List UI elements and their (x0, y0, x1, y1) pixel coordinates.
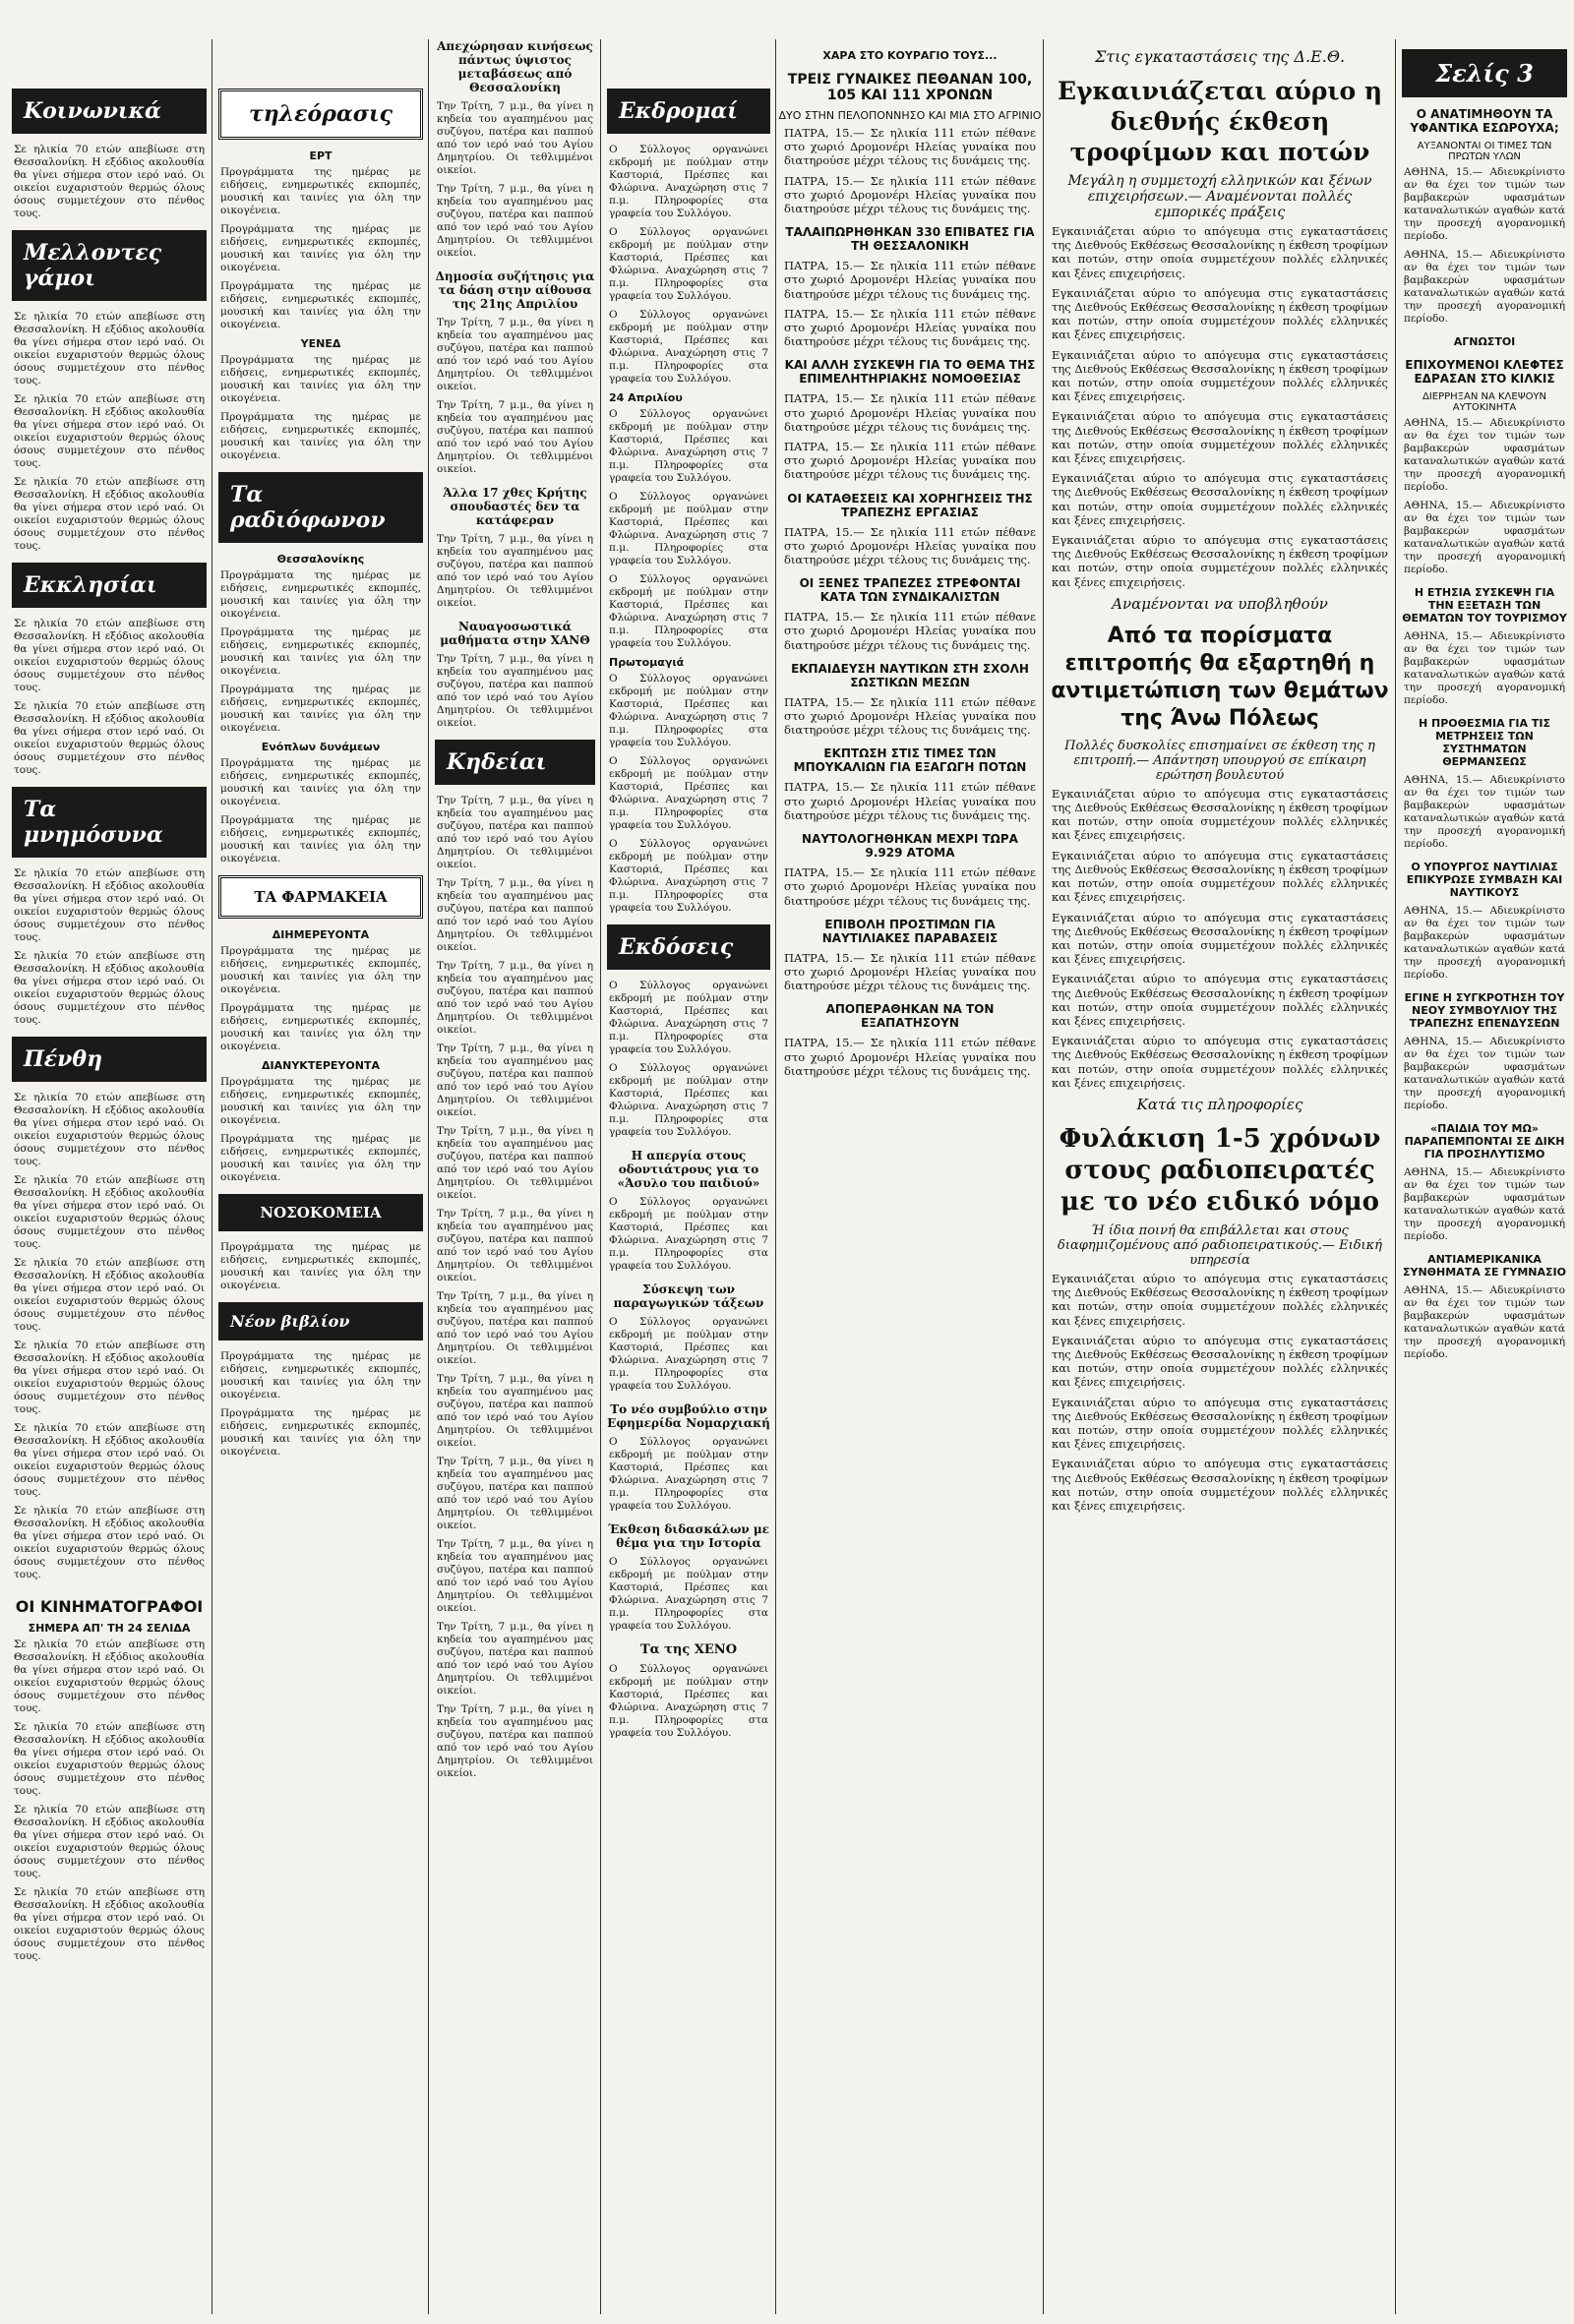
text: Προγράμματα της ημέρας με ειδήσεις, ενημερωτικές εκπομπές, μουσική και ταινίες για όλη την οικογένεια. (220, 411, 421, 461)
text: ΠΑΤΡΑ, 15.— Σε ηλικία 111 ετών πέθανε στο χωριό Δρομονέρι Ηλείας γυναίκα που διατηρούσε μέχρι τέλους τις δυνάμεις της. (784, 306, 1036, 349)
text: Την Τρίτη, 7 μ.μ., θα γίνει η κηδεία του αγαπημένου μας συζύγου, πατέρα και παππού από τον ιερό ναό του Αγίου Δημητρίου. Οι τεθλιμμένοι οικείοι. (437, 533, 593, 609)
text: Σε ηλικία 70 ετών απεβίωσε στη Θεσσαλονίκη. Η εξόδιος ακολουθία θα γίνει σήμερα στον ιερό ναό. Οι οικείοι ευχαριστούν θερμώς όλους όσους συμμετέχουν στο πένθος τους. (14, 950, 205, 1026)
text: Εγκαινιάζεται αύριο το απόγευμα στις εγκαταστάσεις της Διεθνούς Εκθέσεως Θεσσαλονίκης η έκθεση τροφίμων και ποτών, στην οποία συμμετέχουν πολλές ελληνικές και ξένες επιχειρήσεις. (1052, 409, 1388, 466)
subheading: ΣΗΜΕΡΑ ΑΠ' ΤΗ 24 ΣΕΛΙΔΑ (28, 1622, 191, 1635)
text: ΑΘΗΝΑ, 15.— Αδιευκρίνιστο αν θα έχει τον τιμών των βαμβακερών υφασμάτων καταναλωτικών αγαθών κατά την προσεχή αγορανομική περίοδο. (1404, 1036, 1565, 1111)
text: ΠΑΤΡΑ, 15.— Σε ηλικία 111 ετών πέθανε στο χωριό Δρομονέρι Ηλείας γυναίκα που διατηρούσε μέχρι τέλους τις δυνάμεις της. (784, 391, 1036, 434)
text: Εγκαινιάζεται αύριο το απόγευμα στις εγκαταστάσεις της Διεθνούς Εκθέσεως Θεσσαλονίκης η έκθεση τροφίμων και ποτών, στην οποία συμμετέχουν πολλές ελληνικές και ξένες επιχειρήσεις. (1052, 533, 1388, 589)
headline: Εγκαινιάζεται αύριο η διεθνής έκθεση τροφίμων και ποτών (1057, 77, 1383, 166)
text: Την Τρίτη, 7 μ.μ., θα γίνει η κηδεία του αγαπημένου μας συζύγου, πατέρα και παππού από τον ιερό ναό του Αγίου Δημητρίου. Οι τεθλιμμένοι οικείοι. (437, 1621, 593, 1697)
text: Ο Σύλλογος οργανώνει εκδρομή με πούλμαν στην Καστοριά, Πρέσπες και Φλώρινα. Αναχώρηση στις 7 π.μ. Πληροφορίες στα γραφεία του Συλλόγου. (609, 1316, 768, 1392)
text: Εγκαινιάζεται αύριο το απόγευμα στις εγκαταστάσεις της Διεθνούς Εκθέσεως Θεσσαλονίκης η έκθεση τροφίμων και ποτών, στην οποία συμμετέχουν πολλές ελληνικές και ξένες επιχειρήσεις. (1052, 224, 1388, 280)
subheading: ΔΥΟ ΣΤΗΝ ΠΕΛΟΠΟΝΝΗΣΟ ΚΑΙ ΜΙΑ ΣΤΟ ΑΓΡΙΝΙΟ (778, 109, 1042, 122)
headline: Από τα πορίσματα επιτροπής θα εξαρτηθή η αντιμετώπιση των θεμάτων της Άνω Πόλεως (1051, 623, 1389, 731)
text: Σε ηλικία 70 ετών απεβίωσε στη Θεσσαλονίκη. Η εξόδιος ακολουθία θα γίνει σήμερα στον ιερό ναό. Οι οικείοι ευχαριστούν θερμώς όλους όσους συμμετέχουν στο πένθος τους. (14, 1804, 205, 1879)
section-kideiai: Κηδείαι (435, 740, 595, 785)
column-2 (214, 0, 427, 2324)
text: Την Τρίτη, 7 μ.μ., θα γίνει η κηδεία του αγαπημένου μας συζύγου, πατέρα και παππού από τον ιερό ναό του Αγίου Δημητρίου. Οι τεθλιμμένοι οικείοι. (437, 1208, 593, 1283)
headline: Η ΠΡΟΘΕΣΜΙΑ ΓΙΑ ΤΙΣ ΜΕΤΡΗΣΕΙΣ ΤΩΝ ΣΥΣΤΗΜΑΤΩΝ ΘΕΡΜΑΝΣΕΩΣ (1419, 717, 1550, 768)
text: Την Τρίτη, 7 μ.μ., θα γίνει η κηδεία του αγαπημένου μας συζύγου, πατέρα και παππού από τον ιερό ναό του Αγίου Δημητρίου. Οι τεθλιμμένοι οικείοι. (437, 1125, 593, 1201)
column-3 (431, 0, 599, 2324)
text: ΑΘΗΝΑ, 15.— Αδιευκρίνιστο αν θα έχει τον τιμών των βαμβακερών υφασμάτων καταναλωτικών αγαθών κατά την προσεχή αγορανομική περίοδο. (1404, 630, 1565, 706)
section-gamoi: Μελλοντες γάμοι (12, 230, 207, 301)
text: Προγράμματα της ημέρας με ειδήσεις, ενημερωτικές εκπομπές, μουσική και ταινίες για όλη την οικογένεια. (220, 626, 421, 677)
text: Την Τρίτη, 7 μ.μ., θα γίνει η κηδεία του αγαπημένου μας συζύγου, πατέρα και παππού από τον ιερό ναό του Αγίου Δημητρίου. Οι τεθλιμμένοι οικείοι. (437, 795, 593, 870)
section-ekdromai: Εκδρομαί (607, 89, 770, 134)
text: Εγκαινιάζεται αύριο το απόγευμα στις εγκαταστάσεις της Διεθνούς Εκθέσεως Θεσσαλονίκης η έκθεση τροφίμων και ποτών, στην οποία συμμετέχουν πολλές ελληνικές και ξένες επιχειρήσεις. (1052, 347, 1388, 404)
text: Σε ηλικία 70 ετών απεβίωσε στη Θεσσαλονίκη. Η εξόδιος ακολουθία θα γίνει σήμερα στον ιερό ναό. Οι οικείοι ευχαριστούν θερμώς όλους όσους συμμετέχουν στο πένθος τους. (14, 1257, 205, 1333)
subheading: Θεσσαλονίκης (276, 553, 365, 566)
text: Προγράμματα της ημέρας με ειδήσεις, ενημερωτικές εκπομπές, μουσική και ταινίες για όλη την οικογένεια. (220, 684, 421, 734)
headline: Το νέο συμβούλιο στην Εφημερίδα Νομαρχιακή (607, 1402, 770, 1430)
text: ΑΘΗΝΑ, 15.— Αδιευκρίνιστο αν θα έχει τον τιμών των βαμβακερών υφασμάτων καταναλωτικών αγαθών κατά την προσεχή αγορανομική περίοδο. (1404, 774, 1565, 850)
text: Την Τρίτη, 7 μ.μ., θα γίνει η κηδεία του αγαπημένου μας συζύγου, πατέρα και παππού από τον ιερό ναό του Αγίου Δημητρίου. Οι τεθλιμμένοι οικείοι. (437, 1703, 593, 1779)
subheading: 24 Απριλίου (609, 391, 683, 404)
text: Σε ηλικία 70 ετών απεβίωσε στη Θεσσαλονίκη. Η εξόδιος ακολουθία θα γίνει σήμερα στον ιερό ναό. Οι οικείοι ευχαριστούν θερμώς όλους όσους συμμετέχουν στο πένθος τους. (14, 700, 205, 776)
column-6 (1046, 0, 1394, 2324)
section-hospitals: ΝΟΣΟΚΟΜΕΙΑ (218, 1194, 423, 1231)
text: Προγράμματα της ημέρας με ειδήσεις, ενημερωτικές εκπομπές, μουσική και ταινίες για όλη την οικογένεια. (220, 1076, 421, 1126)
text: Την Τρίτη, 7 μ.μ., θα γίνει η κηδεία του αγαπημένου μας συζύγου, πατέρα και παππού από τον ιερό ναό του Αγίου Δημητρίου. Οι τεθλιμμένοι οικείοι. (437, 1373, 593, 1449)
text: Την Τρίτη, 7 μ.μ., θα γίνει η κηδεία του αγαπημένου μας συζύγου, πατέρα και παππού από τον ιερό ναό του Αγίου Δημητρίου. Οι τεθλιμμένοι οικείοι. (437, 183, 593, 259)
text: Ο Σύλλογος οργανώνει εκδρομή με πούλμαν στην Καστοριά, Πρέσπες και Φλώρινα. Αναχώρηση στις 7 π.μ. Πληροφορίες στα γραφεία του Συλλόγου. (609, 980, 768, 1055)
text: Ο Σύλλογος οργανώνει εκδρομή με πούλμαν στην Καστοριά, Πρέσπες και Φλώρινα. Αναχώρηση στις 7 π.μ. Πληροφορίες στα γραφεία του Συλλόγου. (609, 226, 768, 302)
section-pharmacies: ΤΑ ΦΑΡΜΑΚΕΙΑ (218, 875, 423, 919)
text: ΑΘΗΝΑ, 15.— Αδιευκρίνιστο αν θα έχει τον τιμών των βαμβακερών υφασμάτων καταναλωτικών αγαθών κατά την προσεχή αγορανομική περίοδο. (1404, 417, 1565, 493)
text: Την Τρίτη, 7 μ.μ., θα γίνει η κηδεία του αγαπημένου μας συζύγου, πατέρα και παππού από τον ιερό ναό του Αγίου Δημητρίου. Οι τεθλιμμένοι οικείοι. (437, 1538, 593, 1614)
subheading: ΔΙΗΜΕΡΕΥΟΝΤΑ (272, 928, 370, 941)
kicker: ΧΑΡΑ ΣΤΟ ΚΟΥΡΑΓΙΟ ΤΟΥΣ... (822, 49, 998, 62)
headline: Ναυαγοσωστικά μαθήματα στην ΧΑΝΘ (440, 620, 590, 647)
text: ΠΑΤΡΑ, 15.— Σε ηλικία 111 ετών πέθανε στο χωριό Δρομονέρι Ηλείας γυναίκα που διατηρούσε μέχρι τέλους τις δυνάμεις της. (784, 950, 1036, 993)
headline: ΤΑΛΑΙΠΩΡΗΘΗΚΑΝ 330 ΕΠΙΒΑΤΕΣ ΓΙΑ ΤΗ ΘΕΣΣΑΛΟΝΙΚΗ (785, 225, 1035, 254)
text: Ο Σύλλογος οργανώνει εκδρομή με πούλμαν στην Καστοριά, Πρέσπες και Φλώρινα. Αναχώρηση στις 7 π.μ. Πληροφορίες στα γραφεία του Συλλόγου. (609, 491, 768, 566)
text: Ο Σύλλογος οργανώνει εκδρομή με πούλμαν στην Καστοριά, Πρέσπες και Φλώρινα. Αναχώρηση στις 7 π.μ. Πληροφορίες στα γραφεία του Συλλόγου. (609, 144, 768, 219)
text: Προγράμματα της ημέρας με ειδήσεις, ενημερωτικές εκπομπές, μουσική και ταινίες για όλη την οικογένεια. (220, 1133, 421, 1183)
text: ΠΑΤΡΑ, 15.— Σε ηλικία 111 ετών πέθανε στο χωριό Δρομονέρι Ηλείας γυναίκα που διατηρούσε μέχρι τέλους τις δυνάμεις της. (784, 440, 1036, 482)
text: Σε ηλικία 70 ετών απεβίωσε στη Θεσσαλονίκη. Η εξόδιος ακολουθία θα γίνει σήμερα στον ιερό ναό. Οι οικείοι ευχαριστούν θερμώς όλους όσους συμμετέχουν στο πένθος τους. (14, 393, 205, 469)
text: Ο Σύλλογος οργανώνει εκδρομή με πούλμαν στην Καστοριά, Πρέσπες και Φλώρινα. Αναχώρηση στις 7 π.μ. Πληροφορίες στα γραφεία του Συλλόγου. (609, 1062, 768, 1138)
text: Την Τρίτη, 7 μ.μ., θα γίνει η κηδεία του αγαπημένου μας συζύγου, πατέρα και παππού από τον ιερό ναό του Αγίου Δημητρίου. Οι τεθλιμμένοι οικείοι. (437, 1290, 593, 1366)
text: ΠΑΤΡΑ, 15.— Σε ηλικία 111 ετών πέθανε στο χωριό Δρομονέρι Ηλείας γυναίκα που διατηρούσε μέχρι τέλους τις δυνάμεις της. (784, 1036, 1036, 1078)
headline: ΟΙ ΚΑΤΑΘΕΣΕΙΣ ΚΑΙ ΧΟΡΗΓΗΣΕΙΣ ΤΗΣ ΤΡΑΠΕΖΗΣ ΕΡΓΑΣΙΑΣ (787, 491, 1033, 519)
text: ΠΑΤΡΑ, 15.— Σε ηλικία 111 ετών πέθανε στο χωριό Δρομονέρι Ηλείας γυναίκα που διατηρούσε μέχρι τέλους τις δυνάμεις της. (784, 126, 1036, 168)
text: Την Τρίτη, 7 μ.μ., θα γίνει η κηδεία του αγαπημένου μας συζύγου, πατέρα και παππού από τον ιερό ναό του Αγίου Δημητρίου. Οι τεθλιμμένοι οικείοι. (437, 960, 593, 1036)
text: Σε ηλικία 70 ετών απεβίωσε στη Θεσσαλονίκη. Η εξόδιος ακολουθία θα γίνει σήμερα στον ιερό ναό. Οι οικείοι ευχαριστούν θερμώς όλους όσους συμμετέχουν στο πένθος τους. (14, 1174, 205, 1250)
text: ΑΘΗΝΑ, 15.— Αδιευκρίνιστο αν θα έχει τον τιμών των βαμβακερών υφασμάτων καταναλωτικών αγαθών κατά την προσεχή αγορανομική περίοδο. (1404, 905, 1565, 981)
headline: ΑΠΟΠΕΡΑΘΗΚΑΝ ΝΑ ΤΟΝ ΕΞΑΠΑΤΗΣΟΥΝ (825, 1002, 995, 1031)
headline: Φυλάκιση 1-5 χρόνων στους ραδιοπειρατές με το νέο ειδικό νόμο (1059, 1123, 1381, 1217)
heading: ΟΙ ΚΙΝΗΜΑΤΟΓΡΑΦΟΙ (15, 1597, 204, 1616)
text: Την Τρίτη, 7 μ.μ., θα γίνει η κηδεία του αγαπημένου μας συζύγου, πατέρα και παππού από τον ιερό ναό του Αγίου Δημητρίου. Οι τεθλιμμένοι οικείοι. (437, 100, 593, 176)
headline: Απεχώρησαν κινήσεως πάντως ύψιστος μεταβάσεως από Θεσσαλονίκη (437, 39, 593, 94)
text: Προγράμματα της ημέρας με ειδήσεις, ενημερωτικές εκπομπές, μουσική και ταινίες για όλη την οικογένεια. (220, 1241, 421, 1291)
text: Εγκαινιάζεται αύριο το απόγευμα στις εγκαταστάσεις της Διεθνούς Εκθέσεως Θεσσαλονίκης η έκθεση τροφίμων και ποτών, στην οποία συμμετέχουν πολλές ελληνικές και ξένες επιχειρήσεις. (1052, 1457, 1388, 1513)
text: ΠΑΤΡΑ, 15.— Σε ηλικία 111 ετών πέθανε στο χωριό Δρομονέρι Ηλείας γυναίκα που διατηρούσε μέχρι τέλους τις δυνάμεις της. (784, 259, 1036, 301)
headline: Η ΕΤΗΣΙΑ ΣΥΣΚΕΨΗ ΓΙΑ ΤΗΝ ΕΞΕΤΑΣΗ ΤΩΝ ΘΕΜΑΤΩΝ ΤΟΥ ΤΟΥΡΙΣΜΟΥ (1402, 586, 1567, 625)
text: Την Τρίτη, 7 μ.μ., θα γίνει η κηδεία του αγαπημένου μας συζύγου, πατέρα και παππού από τον ιερό ναό του Αγίου Δημητρίου. Οι τεθλιμμένοι οικείοι. (437, 1456, 593, 1531)
subheading: ΔΙΑΝΥΚΤΕΡΕΥΟΝΤΑ (262, 1059, 380, 1072)
text: Εγκαινιάζεται αύριο το απόγευμα στις εγκαταστάσεις της Διεθνούς Εκθέσεως Θεσσαλονίκης η έκθεση τροφίμων και ποτών, στην οποία συμμετέχουν πολλές ελληνικές και ξένες επιχειρήσεις. (1052, 471, 1388, 527)
section-koinonika: Κοινωνικά (12, 89, 207, 134)
headline: ΤΡΕΙΣ ΓΥΝΑΙΚΕΣ ΠΕΘΑΝΑΝ 100, 105 ΚΑΙ 111 ΧΡΟΝΩΝ (787, 72, 1033, 103)
subheading: ΑΥΞΑΝΟΝΤΑΙ ΟΙ ΤΙΜΕΣ ΤΩΝ ΠΡΩΤΩΝ ΥΛΩΝ (1417, 141, 1552, 162)
text: Ο Σύλλογος οργανώνει εκδρομή με πούλμαν στην Καστοριά, Πρέσπες και Φλώρινα. Αναχώρηση στις 7 π.μ. Πληροφορίες στα γραφεία του Συλλόγου. (609, 838, 768, 914)
headline: ΕΚΠΤΩΣΗ ΣΤΙΣ ΤΙΜΕΣ ΤΩΝ ΜΠΟΥΚΑΛΙΩΝ ΓΙΑ ΕΞΑΓΩΓΗ ΠΟΤΩΝ (793, 746, 1027, 775)
text: Προγράμματα της ημέρας με ειδήσεις, ενημερωτικές εκπομπές, μουσική και ταινίες για όλη την οικογένεια. (220, 280, 421, 330)
text: Εγκαινιάζεται αύριο το απόγευμα στις εγκαταστάσεις της Διεθνούς Εκθέσεως Θεσσαλονίκης η έκθεση τροφίμων και ποτών, στην οποία συμμετέχουν πολλές ελληνικές και ξένες επιχειρήσεις. (1052, 1034, 1388, 1090)
text: ΠΑΤΡΑ, 15.— Σε ηλικία 111 ετών πέθανε στο χωριό Δρομονέρι Ηλείας γυναίκα που διατηρούσε μέχρι τέλους τις δυνάμεις της. (784, 780, 1036, 822)
text: Ο Σύλλογος οργανώνει εκδρομή με πούλμαν στην Καστοριά, Πρέσπες και Φλώρινα. Αναχώρηση στις 7 π.μ. Πληροφορίες στα γραφεία του Συλλόγου. (609, 1556, 768, 1632)
text: Σε ηλικία 70 ετών απεβίωσε στη Θεσσαλονίκη. Η εξόδιος ακολουθία θα γίνει σήμερα στον ιερό ναό. Οι οικείοι ευχαριστούν θερμώς όλους όσους συμμετέχουν στο πένθος τους. (14, 1721, 205, 1797)
headline: ΑΓΝΩΣΤΟΙ (1453, 335, 1516, 348)
section-tv: τηλεόρασις (218, 89, 423, 140)
headline: ΚΑΙ ΑΛΛΗ ΣΥΣΚΕΨΗ ΓΙΑ ΤΟ ΘΕΜΑ ΤΗΣ ΕΠΙΜΕΛΗΤΗΡΙΑΚΗΣ ΝΟΜΟΘΕΣΙΑΣ (784, 358, 1036, 387)
column-7 (1398, 0, 1571, 2324)
text: ΑΘΗΝΑ, 15.— Αδιευκρίνιστο αν θα έχει τον τιμών των βαμβακερών υφασμάτων καταναλωτικών αγαθών κατά την προσεχή αγορανομική περίοδο. (1404, 249, 1565, 325)
kicker: Στις εγκαταστάσεις της Δ.Ε.Θ. (1094, 47, 1346, 66)
text: Σε ηλικία 70 ετών απεβίωσε στη Θεσσαλονίκη. Η εξόδιος ακολουθία θα γίνει σήμερα στον ιερό ναό. Οι οικείοι ευχαριστούν θερμώς όλους όσους συμμετέχουν στο πένθος τους. (14, 144, 205, 219)
text: Σε ηλικία 70 ετών απεβίωσε στη Θεσσαλονίκη. Η εξόδιος ακολουθία θα γίνει σήμερα στον ιερό ναό. Οι οικείοι ευχαριστούν θερμώς όλους όσους συμμετέχουν στο πένθος τους. (14, 618, 205, 693)
text: Ο Σύλλογος οργανώνει εκδρομή με πούλμαν στην Καστοριά, Πρέσπες και Φλώρινα. Αναχώρηση στις 7 π.μ. Πληροφορίες στα γραφεία του Συλλόγου. (609, 755, 768, 831)
text: Σε ηλικία 70 ετών απεβίωσε στη Θεσσαλονίκη. Η εξόδιος ακολουθία θα γίνει σήμερα στον ιερό ναό. Οι οικείοι ευχαριστούν θερμώς όλους όσους συμμετέχουν στο πένθος τους. (14, 867, 205, 943)
page-number-banner: Σελίς 3 (1402, 49, 1567, 97)
text: Ο Σύλλογος οργανώνει εκδρομή με πούλμαν στην Καστοριά, Πρέσπες και Φλώρινα. Αναχώρηση στις 7 π.μ. Πληροφορίες στα γραφεία του Συλλόγου. (609, 408, 768, 484)
headline: Η απεργία στους οδοντιάτρους για το «Άσυλο του παιδιού» (617, 1149, 760, 1190)
headline: ΑΝΤΙΑΜΕΡΙΚΑΝΙΚΑ ΣΥΝΘΗΜΑΤΑ ΣΕ ΓΥΜΝΑΣΙΟ (1402, 1253, 1566, 1279)
text: Εγκαινιάζεται αύριο το απόγευμα στις εγκαταστάσεις της Διεθνούς Εκθέσεως Θεσσαλονίκης η έκθεση τροφίμων και ποτών, στην οποία συμμετέχουν πολλές ελληνικές και ξένες επιχειρήσεις. (1052, 1395, 1388, 1452)
column-5 (778, 0, 1042, 2324)
headline: ΕΚΠΑΙΔΕΥΣΗ ΝΑΥΤΙΚΩΝ ΣΤΗ ΣΧΟΛΗ ΣΩΣΤΙΚΩΝ ΜΕΣΩΝ (791, 661, 1029, 689)
headline: ΕΠΙΧΟΥΜΕΝΟΙ ΚΛΕΦΤΕΣ ΕΔΡΑΣΑΝ ΣΤΟ ΚΙΛΚΙΣ (1405, 358, 1564, 386)
text: Προγράμματα της ημέρας με ειδήσεις, ενημερωτικές εκπομπές, μουσική και ταινίες για όλη την οικογένεια. (220, 757, 421, 807)
section-ekdoseis: Εκδόσεις (607, 924, 770, 970)
subheadline: Μεγάλη η συμμετοχή ελληνικών και ξένων επιχειρήσεων.— Αναμένονται πολλές εμπορικές πράξεις (1067, 173, 1372, 220)
subheading: ΕΡΤ (309, 149, 333, 162)
text: Εγκαινιάζεται αύριο το απόγευμα στις εγκαταστάσεις της Διεθνούς Εκθέσεως Θεσσαλονίκης η έκθεση τροφίμων και ποτών, στην οποία συμμετέχουν πολλές ελληνικές και ξένες επιχειρήσεις. (1052, 1271, 1388, 1328)
text: Εγκαινιάζεται αύριο το απόγευμα στις εγκαταστάσεις της Διεθνούς Εκθέσεως Θεσσαλονίκης η έκθεση τροφίμων και ποτών, στην οποία συμμετέχουν πολλές ελληνικές και ξένες επιχειρήσεις. (1052, 285, 1388, 342)
text: ΠΑΤΡΑ, 15.— Σε ηλικία 111 ετών πέθανε στο χωριό Δρομονέρι Ηλείας γυναίκα που διατηρούσε μέχρι τέλους τις δυνάμεις της. (784, 173, 1036, 216)
headline: Άλλα 17 χθες Κρήτης σπουδαστές δεν τα κατάφεραν (443, 486, 587, 527)
text: Σε ηλικία 70 ετών απεβίωσε στη Θεσσαλονίκη. Η εξόδιος ακολουθία θα γίνει σήμερα στον ιερό ναό. Οι οικείοι ευχαριστούν θερμώς όλους όσους συμμετέχουν στο πένθος τους. (14, 1340, 205, 1415)
section-mnimosyna: Τα μνημόσυνα (12, 787, 207, 858)
subheadline: Πολλές δυσκολίες επισημαίνει σε έκθεση της η επιτροπή.— Απάντηση υπουργού σε επίκαιρη ερώτηση βουλευτού (1064, 738, 1375, 783)
column-1 (8, 0, 211, 2324)
text: Σε ηλικία 70 ετών απεβίωσε στη Θεσσαλονίκη. Η εξόδιος ακολουθία θα γίνει σήμερα στον ιερό ναό. Οι οικείοι ευχαριστούν θερμώς όλους όσους συμμετέχουν στο πένθος τους. (14, 1505, 205, 1580)
text: Προγράμματα της ημέρας με ειδήσεις, ενημερωτικές εκπομπές, μουσική και ταινίες για όλη την οικογένεια. (220, 945, 421, 995)
text: Ο Σύλλογος οργανώνει εκδρομή με πούλμαν στην Καστοριά, Πρέσπες και Φλώρινα. Αναχώρηση στις 7 π.μ. Πληροφορίες στα γραφεία του Συλλόγου. (609, 673, 768, 748)
text: Ο Σύλλογος οργανώνει εκδρομή με πούλμαν στην Καστοριά, Πρέσπες και Φλώρινα. Αναχώρηση στις 7 π.μ. Πληροφορίες στα γραφεία του Συλλόγου. (609, 1196, 768, 1272)
text: ΑΘΗΝΑ, 15.— Αδιευκρίνιστο αν θα έχει τον τιμών των βαμβακερών υφασμάτων καταναλωτικών αγαθών κατά την προσεχή αγορανομική περίοδο. (1404, 500, 1565, 575)
section-penthi: Πένθη (12, 1037, 207, 1082)
text: Εγκαινιάζεται αύριο το απόγευμα στις εγκαταστάσεις της Διεθνούς Εκθέσεως Θεσσαλονίκης η έκθεση τροφίμων και ποτών, στην οποία συμμετέχουν πολλές ελληνικές και ξένες επιχειρήσεις. (1052, 786, 1388, 843)
subheadline: Ή ίδια ποινή θα επιβάλλεται και στους διαφημιζομένους από ραδιοπειρατικούς.— Ειδική υπηρεσία (1058, 1222, 1382, 1268)
subheading: Ενόπλων δυνάμεων (261, 741, 381, 753)
text: Την Τρίτη, 7 μ.μ., θα γίνει η κηδεία του αγαπημένου μας συζύγου, πατέρα και παππού από τον ιερό ναό του Αγίου Δημητρίου. Οι τεθλιμμένοι οικείοι. (437, 653, 593, 729)
headline: Έκθεση διδασκάλων με θέμα για την Ιστορία (608, 1522, 769, 1550)
text: Την Τρίτη, 7 μ.μ., θα γίνει η κηδεία του αγαπημένου μας συζύγου, πατέρα και παππού από τον ιερό ναό του Αγίου Δημητρίου. Οι τεθλιμμένοι οικείοι. (437, 1043, 593, 1118)
text: Σε ηλικία 70 ετών απεβίωσε στη Θεσσαλονίκη. Η εξόδιος ακολουθία θα γίνει σήμερα στον ιερό ναό. Οι οικείοι ευχαριστούν θερμώς όλους όσους συμμετέχουν στο πένθος τους. (14, 1092, 205, 1167)
text: Προγράμματα της ημέρας με ειδήσεις, ενημερωτικές εκπομπές, μουσική και ταινίες για όλη την οικογένεια. (220, 814, 421, 864)
text: Προγράμματα της ημέρας με ειδήσεις, ενημερωτικές εκπομπές, μουσική και ταινίες για όλη την οικογένεια. (220, 1407, 421, 1458)
headline: «ΠΑΙΔΙΑ ΤΟΥ ΜΩ» ΠΑΡΑΠΕΜΠΟΝΤΑΙ ΣΕ ΔΙΚΗ ΓΙΑ ΠΡΟΣΗΛΥΤΙΣΜΟ (1404, 1122, 1565, 1161)
headline: Δημοσία συζήτησις για τα δάση στην αίθουσα της 21ης Απριλίου (435, 269, 595, 311)
text: Προγράμματα της ημέρας με ειδήσεις, ενημερωτικές εκπομπές, μουσική και ταινίες για όλη την οικογένεια. (220, 569, 421, 620)
text: Εγκαινιάζεται αύριο το απόγευμα στις εγκαταστάσεις της Διεθνούς Εκθέσεως Θεσσαλονίκης η έκθεση τροφίμων και ποτών, στην οποία συμμετέχουν πολλές ελληνικές και ξένες επιχειρήσεις. (1052, 848, 1388, 905)
section-radio: Τα ραδιόφωνον (218, 472, 423, 543)
headline: Ο ΥΠΟΥΡΓΟΣ ΝΑΥΤΙΛΙΑΣ ΕΠΙΚΥΡΩΣΕ ΣΥΜΒΑΣΗ ΚΑΙ ΝΑΥΤΙΚΟΥΣ (1406, 861, 1563, 899)
text: ΑΘΗΝΑ, 15.— Αδιευκρίνιστο αν θα έχει τον τιμών των βαμβακερών υφασμάτων καταναλωτικών αγαθών κατά την προσεχή αγορανομική περίοδο. (1404, 1284, 1565, 1360)
text: ΠΑΤΡΑ, 15.— Σε ηλικία 111 ετών πέθανε στο χωριό Δρομονέρι Ηλείας γυναίκα που διατηρούσε μέχρι τέλους τις δυνάμεις της. (784, 524, 1036, 567)
text: Εγκαινιάζεται αύριο το απόγευμα στις εγκαταστάσεις της Διεθνούς Εκθέσεως Θεσσαλονίκης η έκθεση τροφίμων και ποτών, στην οποία συμμετέχουν πολλές ελληνικές και ξένες επιχειρήσεις. (1052, 910, 1388, 967)
subheading: Πρωτομαγιά (609, 656, 685, 669)
text: Προγράμματα της ημέρας με ειδήσεις, ενημερωτικές εκπομπές, μουσική και ταινίες για όλη την οικογένεια. (220, 354, 421, 404)
text: Ο Σύλλογος οργανώνει εκδρομή με πούλμαν στην Καστοριά, Πρέσπες και Φλώρινα. Αναχώρηση στις 7 π.μ. Πληροφορίες στα γραφεία του Συλλόγου. (609, 309, 768, 385)
headline: ΟΙ ΞΕΝΕΣ ΤΡΑΠΕΖΕΣ ΣΤΡΕΦΟΝΤΑΙ ΚΑΤΑ ΤΩΝ ΣΥΝΔΙΚΑΛΙΣΤΩΝ (799, 576, 1021, 605)
headline: Τα της ΧΕΝΟ (639, 1642, 738, 1657)
text: Την Τρίτη, 7 μ.μ., θα γίνει η κηδεία του αγαπημένου μας συζύγου, πατέρα και παππού από τον ιερό ναό του Αγίου Δημητρίου. Οι τεθλιμμένοι οικείοι. (437, 877, 593, 953)
kicker: Κατά τις πληροφορίες (1136, 1095, 1303, 1113)
headline: Σύσκεψη των παραγωγικών τάξεων (613, 1282, 764, 1310)
text: Εγκαινιάζεται αύριο το απόγευμα στις εγκαταστάσεις της Διεθνούς Εκθέσεως Θεσσαλονίκης η έκθεση τροφίμων και ποτών, στην οποία συμμετέχουν πολλές ελληνικές και ξένες επιχειρήσεις. (1052, 972, 1388, 1028)
text: Σε ηλικία 70 ετών απεβίωσε στη Θεσσαλονίκη. Η εξόδιος ακολουθία θα γίνει σήμερα στον ιερό ναό. Οι οικείοι ευχαριστούν θερμώς όλους όσους συμμετέχουν στο πένθος τους. (14, 311, 205, 387)
section-new-book: Νέον βιβλίον (218, 1302, 423, 1341)
section-ekklisiai: Εκκλησίαι (12, 563, 207, 608)
headline: ΕΠΙΒΟΛΗ ΠΡΟΣΤΙΜΩΝ ΓΙΑ ΝΑΥΤΙΛΙΑΚΕΣ ΠΑΡΑΒΑΣΕΙΣ (821, 917, 999, 945)
text: Σε ηλικία 70 ετών απεβίωσε στη Θεσσαλονίκη. Η εξόδιος ακολουθία θα γίνει σήμερα στον ιερό ναό. Οι οικείοι ευχαριστούν θερμώς όλους όσους συμμετέχουν στο πένθος τους. (14, 1639, 205, 1714)
text: Σε ηλικία 70 ετών απεβίωσε στη Θεσσαλονίκη. Η εξόδιος ακολουθία θα γίνει σήμερα στον ιερό ναό. Οι οικείοι ευχαριστούν θερμώς όλους όσους συμμετέχουν στο πένθος τους. (14, 1886, 205, 1962)
subheading: ΥΕΝΕΔ (300, 337, 341, 350)
column-4 (603, 0, 774, 2324)
text: Ο Σύλλογος οργανώνει εκδρομή με πούλμαν στην Καστοριά, Πρέσπες και Φλώρινα. Αναχώρηση στις 7 π.μ. Πληροφορίες στα γραφεία του Συλλόγου. (609, 1663, 768, 1739)
text: ΑΘΗΝΑ, 15.— Αδιευκρίνιστο αν θα έχει τον τιμών των βαμβακερών υφασμάτων καταναλωτικών αγαθών κατά την προσεχή αγορανομική περίοδο. (1404, 1166, 1565, 1242)
text: Ο Σύλλογος οργανώνει εκδρομή με πούλμαν στην Καστοριά, Πρέσπες και Φλώρινα. Αναχώρηση στις 7 π.μ. Πληροφορίες στα γραφεία του Συλλόγου. (609, 573, 768, 649)
text: ΠΑΤΡΑ, 15.— Σε ηλικία 111 ετών πέθανε στο χωριό Δρομονέρι Ηλείας γυναίκα που διατηρούσε μέχρι τέλους τις δυνάμεις της. (784, 610, 1036, 652)
text: ΠΑΤΡΑ, 15.— Σε ηλικία 111 ετών πέθανε στο χωριό Δρομονέρι Ηλείας γυναίκα που διατηρούσε μέχρι τέλους τις δυνάμεις της. (784, 865, 1036, 908)
text: Προγράμματα της ημέρας με ειδήσεις, ενημερωτικές εκπομπές, μουσική και ταινίες για όλη την οικογένεια. (220, 166, 421, 216)
text: Εγκαινιάζεται αύριο το απόγευμα στις εγκαταστάσεις της Διεθνούς Εκθέσεως Θεσσαλονίκης η έκθεση τροφίμων και ποτών, στην οποία συμμετέχουν πολλές ελληνικές και ξένες επιχειρήσεις. (1052, 1333, 1388, 1390)
text: Την Τρίτη, 7 μ.μ., θα γίνει η κηδεία του αγαπημένου μας συζύγου, πατέρα και παππού από τον ιερό ναό του Αγίου Δημητρίου. Οι τεθλιμμένοι οικείοι. (437, 399, 593, 475)
text: ΑΘΗΝΑ, 15.— Αδιευκρίνιστο αν θα έχει τον τιμών των βαμβακερών υφασμάτων καταναλωτικών αγαθών κατά την προσεχή αγορανομική περίοδο. (1404, 166, 1565, 242)
text: Προγράμματα της ημέρας με ειδήσεις, ενημερωτικές εκπομπές, μουσική και ταινίες για όλη την οικογένεια. (220, 1002, 421, 1052)
text: Σε ηλικία 70 ετών απεβίωσε στη Θεσσαλονίκη. Η εξόδιος ακολουθία θα γίνει σήμερα στον ιερό ναό. Οι οικείοι ευχαριστούν θερμώς όλους όσους συμμετέχουν στο πένθος τους. (14, 1422, 205, 1498)
text: Προγράμματα της ημέρας με ειδήσεις, ενημερωτικές εκπομπές, μουσική και ταινίες για όλη την οικογένεια. (220, 1350, 421, 1400)
headline: ΝΑΥΤΟΛΟΓΗΘΗΚΑΝ ΜΕΧΡΙ ΤΩΡΑ 9.929 ΑΤΟΜΑ (802, 832, 1018, 861)
headline: ΕΓΙΝΕ Η ΣΥΓΚΡΟΤΗΣΗ ΤΟΥ ΝΕΟΥ ΣΥΜΒΟΥΛΙΟΥ ΤΗΣ ΤΡΑΠΕΖΗΣ ΕΠΕΝΔΥΣΕΩΝ (1404, 991, 1565, 1030)
text: Την Τρίτη, 7 μ.μ., θα γίνει η κηδεία του αγαπημένου μας συζύγου, πατέρα και παππού από τον ιερό ναό του Αγίου Δημητρίου. Οι τεθλιμμένοι οικείοι. (437, 317, 593, 392)
text: Ο Σύλλογος οργανώνει εκδρομή με πούλμαν στην Καστοριά, Πρέσπες και Φλώρινα. Αναχώρηση στις 7 π.μ. Πληροφορίες στα γραφεία του Συλλόγου. (609, 1436, 768, 1512)
headline: Ο ΑΝΑΤΙΜΗΘΟΥΝ ΤΑ ΥΦΑΝΤΙΚΑ ΕΣΩΡΟΥΧΑ; (1410, 107, 1559, 135)
text: ΠΑΤΡΑ, 15.— Σε ηλικία 111 ετών πέθανε στο χωριό Δρομονέρι Ηλείας γυναίκα που διατηρούσε μέχρι τέλους τις δυνάμεις της. (784, 694, 1036, 738)
kicker: Αναμένονται να υποβληθούν (1112, 594, 1328, 613)
subheading: ΔΙΕΡΡΗΞΑΝ ΝΑ ΚΛΕΨΟΥΝ ΑΥΤΟΚΙΝΗΤΑ (1422, 391, 1547, 413)
text: Σε ηλικία 70 ετών απεβίωσε στη Θεσσαλονίκη. Η εξόδιος ακολουθία θα γίνει σήμερα στον ιερό ναό. Οι οικείοι ευχαριστούν θερμώς όλους όσους συμμετέχουν στο πένθος τους. (14, 476, 205, 552)
text: Προγράμματα της ημέρας με ειδήσεις, ενημερωτικές εκπομπές, μουσική και ταινίες για όλη την οικογένεια. (220, 223, 421, 273)
